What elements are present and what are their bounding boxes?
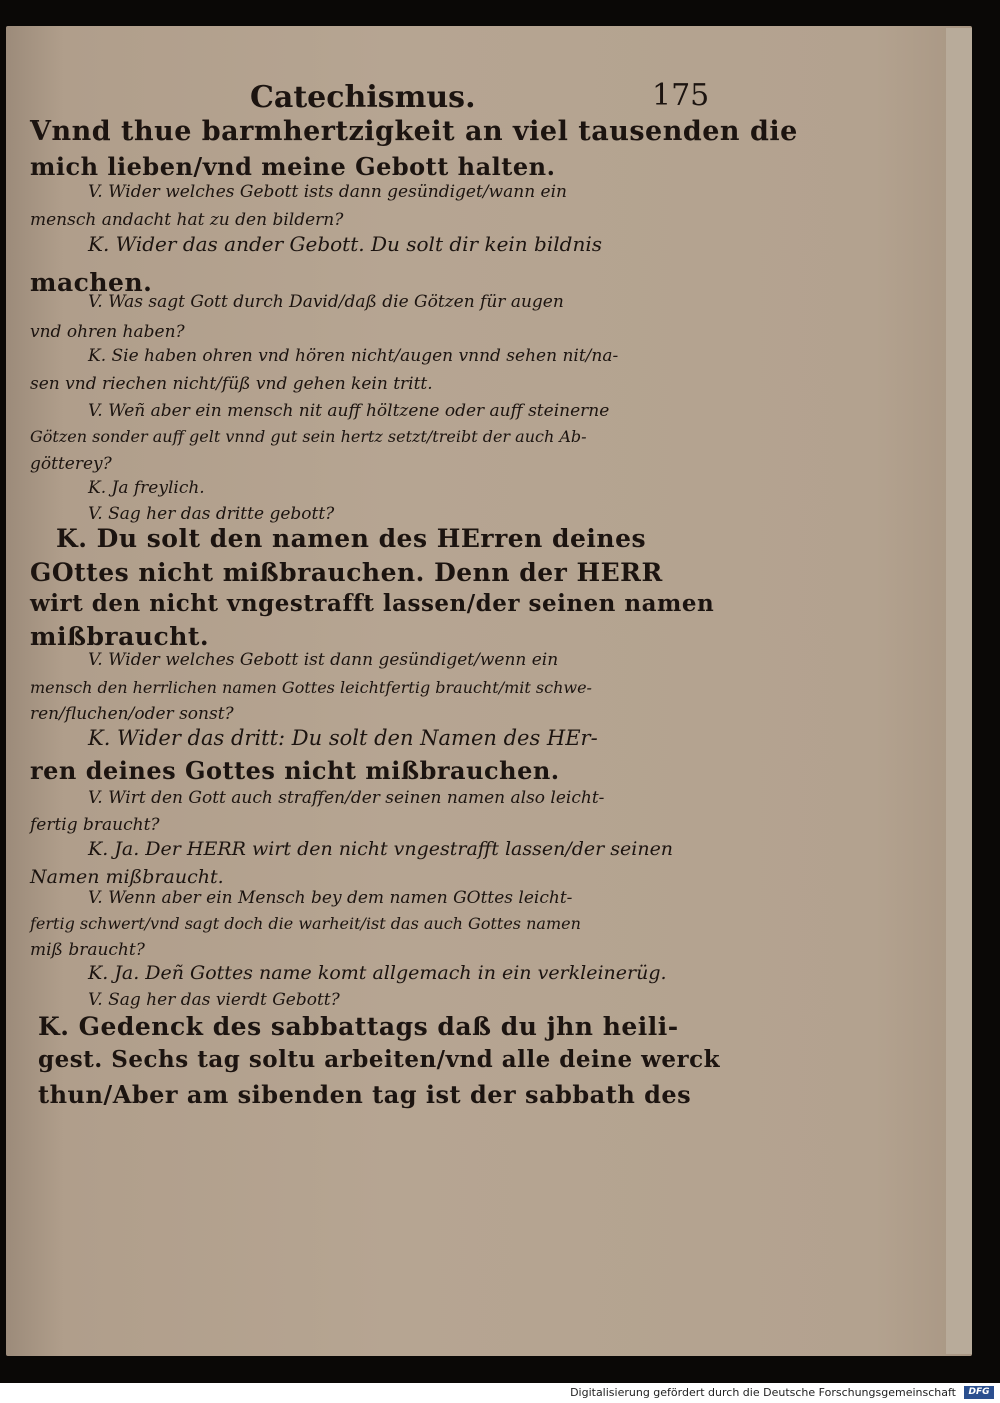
- text-line: miß braucht?: [30, 940, 145, 960]
- text-line: thun/Aber am sibenden tag ist der sabbath des: [38, 1080, 692, 1109]
- text-line: vnd ohren haben?: [30, 322, 185, 342]
- text-line: GOttes nicht mißbrauchen. Denn der HERR: [30, 558, 663, 587]
- text-line: K. Sie haben ohren vnd hören nicht/augen vnnd sehen nit/na-: [88, 346, 619, 366]
- text-line: ren/fluchen/oder sonst?: [30, 704, 234, 724]
- text-line: V. Wirt den Gott auch straffen/der seinen namen also leicht-: [88, 788, 605, 808]
- funding-credit: Digitalisierung gefördert durch die Deutsche Forschungsgemeinschaft: [570, 1386, 956, 1399]
- running-head: Catechismus.: [250, 80, 476, 115]
- page-number: 175: [652, 78, 710, 113]
- footer-bar: [0, 1383, 1000, 1403]
- dfg-logo: DFG: [964, 1386, 994, 1399]
- text-line: gest. Sechs tag soltu arbeiten/vnd alle deine werck: [38, 1046, 721, 1073]
- text-line: V. Weñ aber ein mensch nit auff höltzene oder auff steinerne: [88, 401, 610, 421]
- text-line: fertig braucht?: [30, 815, 160, 835]
- text-line: K. Du solt den namen des HErren deines: [56, 524, 647, 553]
- text-line: V. Wider welches Gebott ist dann gesündiget/wenn ein: [88, 650, 559, 670]
- text-line: K. Ja freylich.: [88, 478, 205, 498]
- text-line: K. Ja. Deñ Gottes name komt allgemach in ein verkleinerüg.: [88, 962, 667, 984]
- text-line: V. Was sagt Gott durch David/daß die Götzen für augen: [88, 292, 564, 312]
- page-edge: [946, 28, 972, 1354]
- text-line: mensch andacht hat zu den bildern?: [30, 210, 344, 230]
- text-line: K. Ja. Der HERR wirt den nicht vngestrafft lassen/der seinen: [88, 838, 674, 860]
- text-line: K. Wider das dritt: Du solt den Namen des HEr-: [88, 726, 598, 750]
- text-line: machen.: [30, 268, 153, 297]
- text-line: V. Wenn aber ein Mensch bey dem namen GOttes leicht-: [88, 888, 573, 908]
- text-line: Vnnd thue barmhertzigkeit an viel tausenden die: [30, 116, 798, 147]
- text-line: sen vnd riechen nicht/füß vnd gehen kein tritt.: [30, 374, 433, 394]
- text-line: ren deines Gottes nicht mißbrauchen.: [30, 756, 560, 785]
- text-line: K. Wider das ander Gebott. Du solt dir kein bildnis: [88, 232, 602, 256]
- text-line: mich lieben/vnd meine Gebott halten.: [30, 152, 556, 181]
- text-line: mensch den herrlichen namen Gottes leichtfertig braucht/mit schwe-: [30, 678, 592, 697]
- text-line: fertig schwert/vnd sagt doch die warheit/ist das auch Gottes namen: [30, 914, 581, 933]
- text-line: V. Wider welches Gebott ists dann gesündiget/wann ein: [88, 182, 567, 202]
- text-line: götterey?: [30, 454, 112, 474]
- text-line: wirt den nicht vngestrafft lassen/der seinen namen: [30, 590, 715, 617]
- text-line: K. Gedenck des sabbattags daß du jhn heili-: [38, 1012, 679, 1041]
- text-line: Namen mißbraucht.: [30, 866, 224, 888]
- text-line: V. Sag her das dritte gebott?: [88, 504, 335, 524]
- text-line: V. Sag her das vierdt Gebott?: [88, 990, 340, 1010]
- text-line: mißbraucht.: [30, 622, 210, 651]
- text-line: Götzen sonder auff gelt vnnd gut sein hertz setzt/treibt der auch Ab-: [30, 427, 587, 446]
